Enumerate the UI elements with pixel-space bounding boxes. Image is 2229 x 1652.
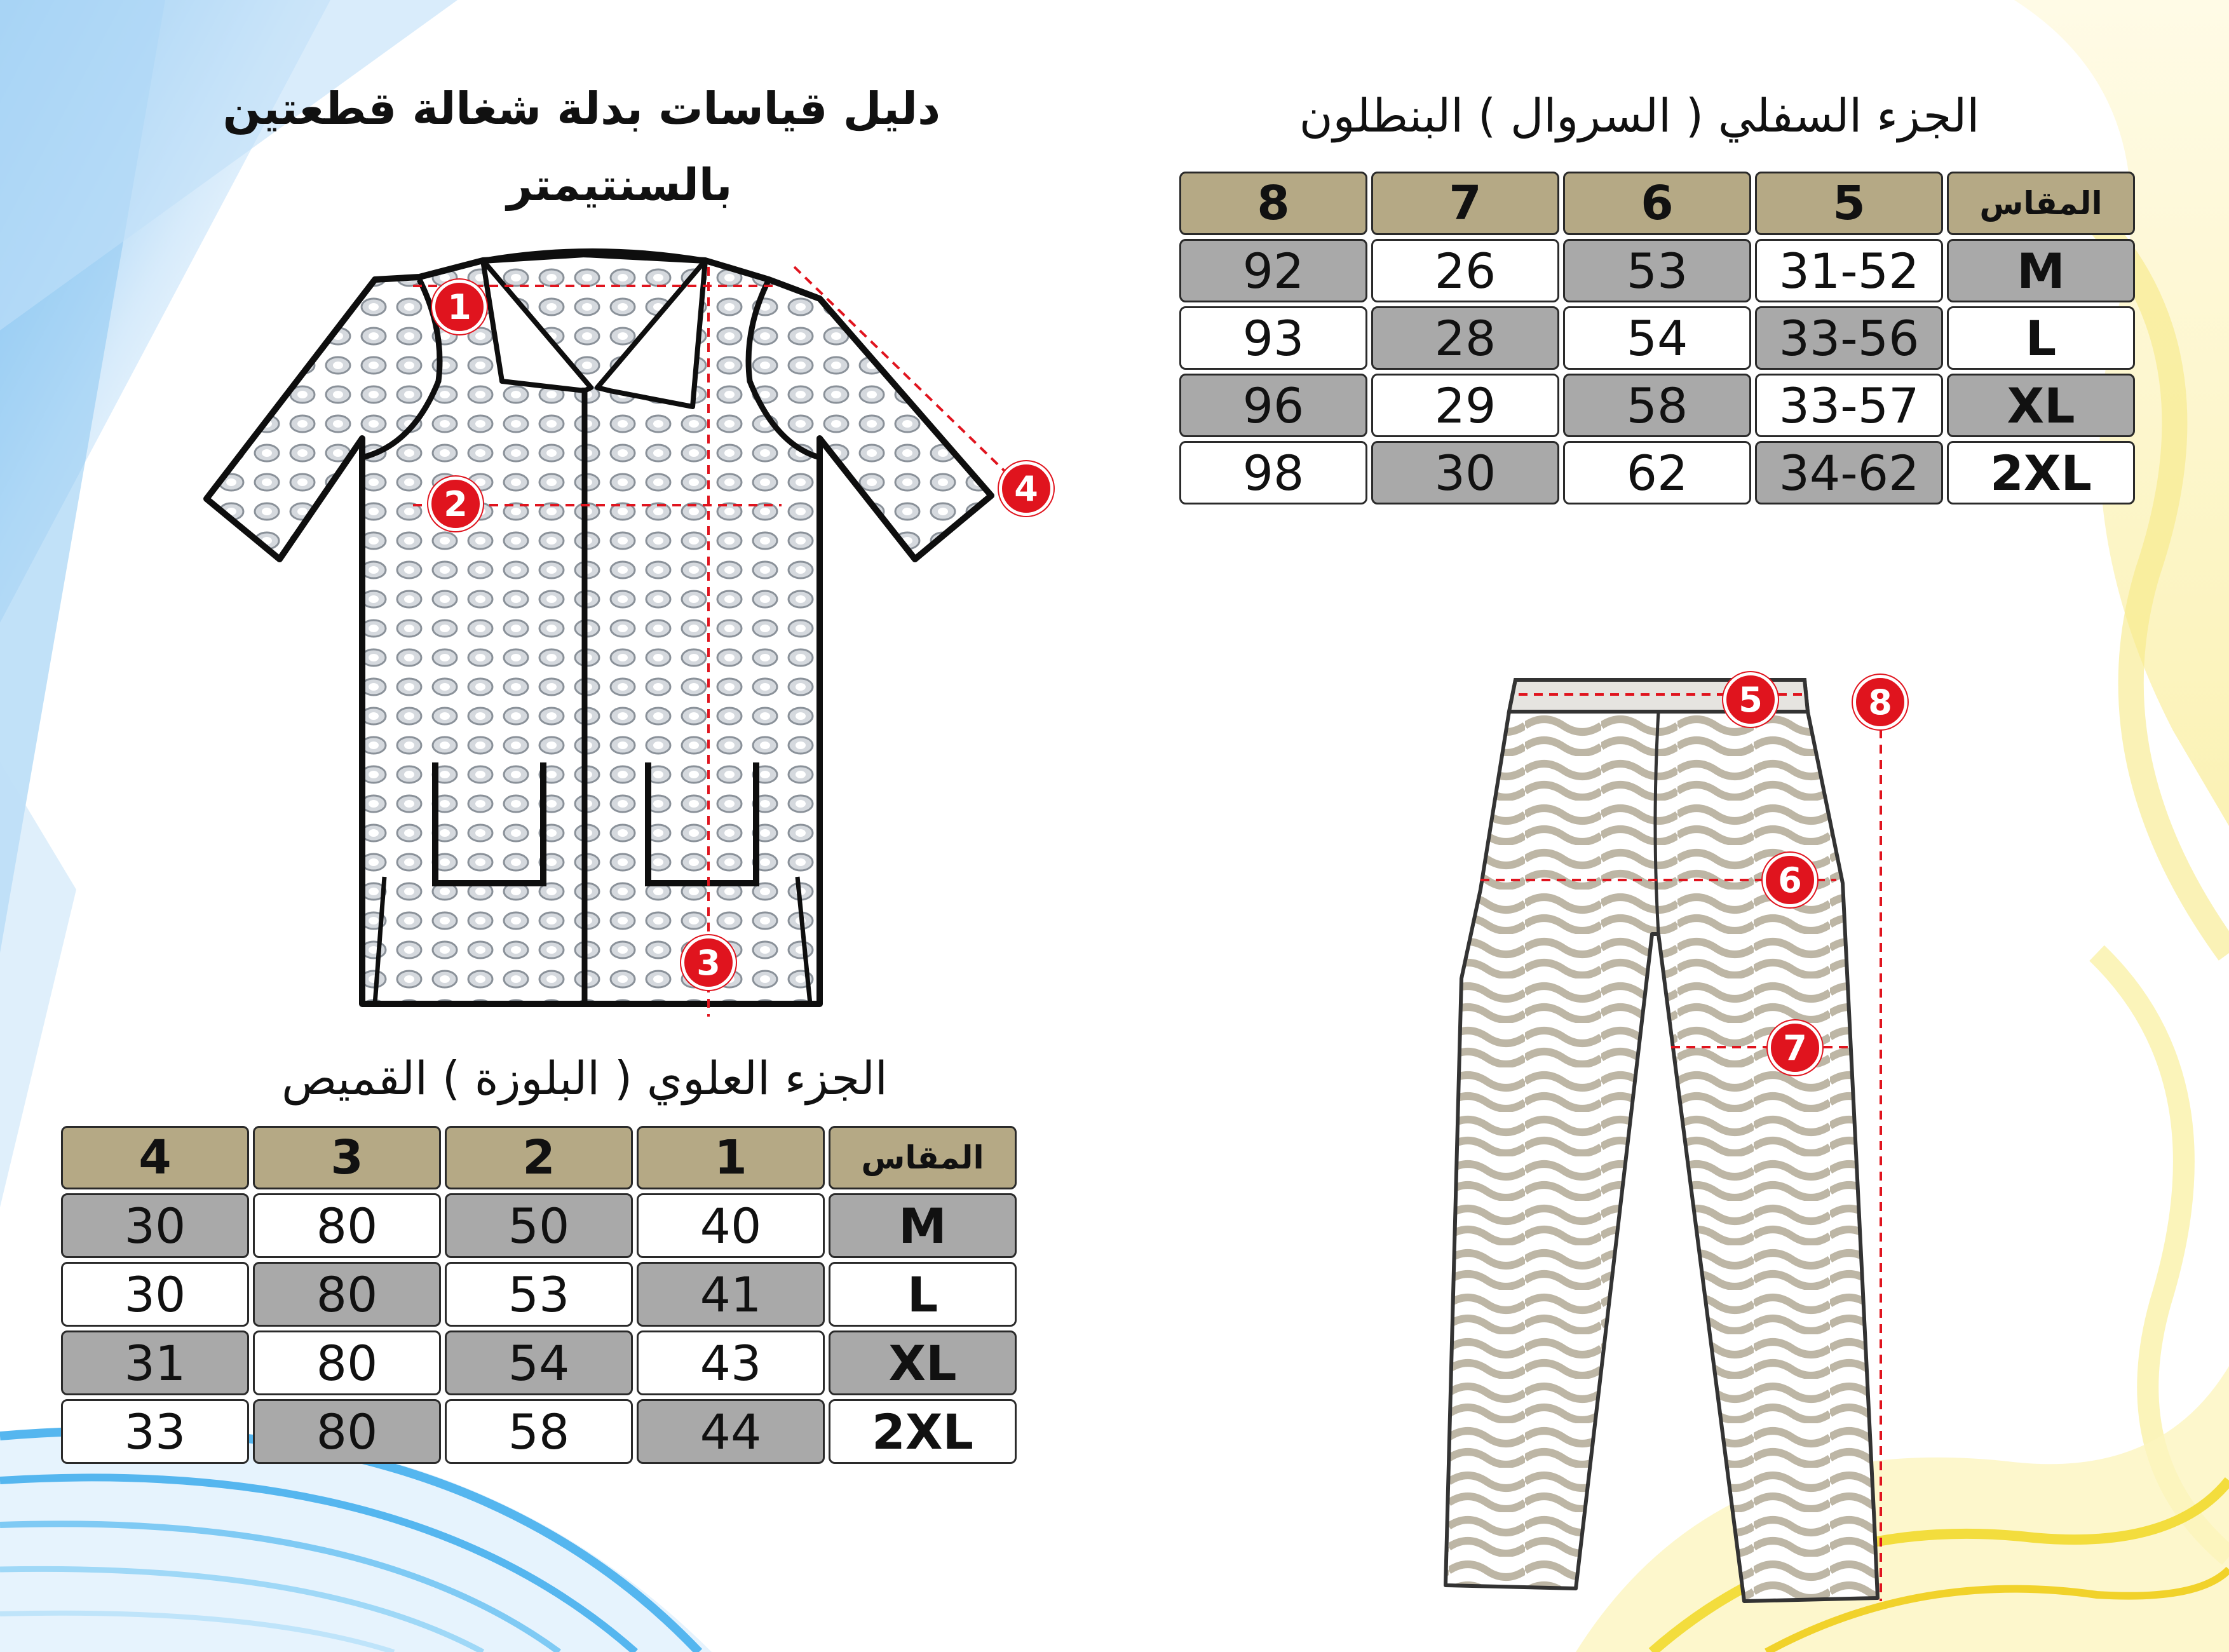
table-header-cell: 4: [61, 1126, 249, 1189]
table-row: [61, 1330, 1017, 1395]
table-row: [61, 1262, 1017, 1327]
table-row: [1179, 441, 2135, 504]
size-cell: XL: [1947, 374, 2135, 437]
size-cell: 2XL: [829, 1399, 1017, 1464]
table-cell: 26: [1371, 239, 1559, 302]
table-cell: 50: [445, 1193, 633, 1258]
shirt-illustration: [207, 251, 1010, 1017]
table-row: [61, 1193, 1017, 1258]
measurement-marker-6: 6: [1763, 853, 1817, 907]
table-header-cell: 2: [445, 1126, 633, 1189]
table-header-cell: 3: [253, 1126, 441, 1189]
guide-title-line2: بالسنتيمتر: [506, 159, 733, 211]
table-cell: 41: [637, 1262, 825, 1327]
table-cell: 33-56: [1755, 306, 1943, 370]
measurement-marker-4: 4: [999, 461, 1054, 516]
table-cell: 43: [637, 1330, 825, 1395]
table-cell: 54: [1563, 306, 1751, 370]
table-cell: 29: [1371, 374, 1559, 437]
table-header-cell: 8: [1179, 172, 1367, 235]
table-cell: 54: [445, 1330, 633, 1395]
size-cell: XL: [829, 1330, 1017, 1395]
table-row: [1179, 306, 2135, 370]
table-header-cell: 6: [1563, 172, 1751, 235]
measurement-marker-5: 5: [1723, 672, 1778, 727]
table-header-cell: 1: [637, 1126, 825, 1189]
table-cell: 30: [61, 1193, 249, 1258]
table-cell: 80: [253, 1193, 441, 1258]
pants-illustration: [1446, 680, 1881, 1601]
table-row: [1179, 374, 2135, 437]
pants-section-title: الجزء السفلي ( السروال ) البنطلون: [1299, 89, 1980, 142]
size-cell: L: [829, 1262, 1017, 1327]
measurement-marker-8: 8: [1853, 675, 1907, 729]
table-cell: 40: [637, 1193, 825, 1258]
measurement-marker-7: 7: [1768, 1020, 1822, 1075]
table-cell: 93: [1179, 306, 1367, 370]
size-cell: M: [1947, 239, 2135, 302]
table-cell: 31: [61, 1330, 249, 1395]
table-cell: 28: [1371, 306, 1559, 370]
table-cell: 80: [253, 1330, 441, 1395]
table-header-row: [61, 1126, 1017, 1189]
table-cell: 80: [253, 1399, 441, 1464]
table-cell: 98: [1179, 441, 1367, 504]
table-cell: 44: [637, 1399, 825, 1464]
table-row: [1179, 239, 2135, 302]
table-cell: 30: [1371, 441, 1559, 504]
table-header-row: [1179, 172, 2135, 235]
size-column-header: المقاس: [829, 1126, 1017, 1189]
table-cell: 96: [1179, 374, 1367, 437]
measurement-marker-3: 3: [681, 935, 736, 990]
guide-title-line1: دليل قياسات بدلة شغالة قطعتين: [222, 83, 940, 135]
table-cell: 92: [1179, 239, 1367, 302]
table-cell: 33: [61, 1399, 249, 1464]
table-header-cell: 7: [1371, 172, 1559, 235]
table-row: [61, 1399, 1017, 1464]
table-cell: 58: [445, 1399, 633, 1464]
table-header-cell: 5: [1755, 172, 1943, 235]
table-cell: 31-52: [1755, 239, 1943, 302]
table-cell: 58: [1563, 374, 1751, 437]
table-cell: 33-57: [1755, 374, 1943, 437]
measurement-marker-1: 1: [432, 280, 487, 334]
size-column-header: المقاس: [1947, 172, 2135, 235]
measurement-marker-2: 2: [428, 477, 483, 531]
pants-size-table: [1175, 168, 2139, 508]
table-cell: 80: [253, 1262, 441, 1327]
size-cell: M: [829, 1193, 1017, 1258]
size-cell: 2XL: [1947, 441, 2135, 504]
size-cell: L: [1947, 306, 2135, 370]
table-cell: 34-62: [1755, 441, 1943, 504]
table-cell: 53: [445, 1262, 633, 1327]
table-cell: 62: [1563, 441, 1751, 504]
shirt-section-title: الجزء العلوي ( البلوزة ) القميص: [281, 1052, 888, 1105]
shirt-size-table: [57, 1122, 1020, 1468]
table-cell: 30: [61, 1262, 249, 1327]
table-cell: 53: [1563, 239, 1751, 302]
